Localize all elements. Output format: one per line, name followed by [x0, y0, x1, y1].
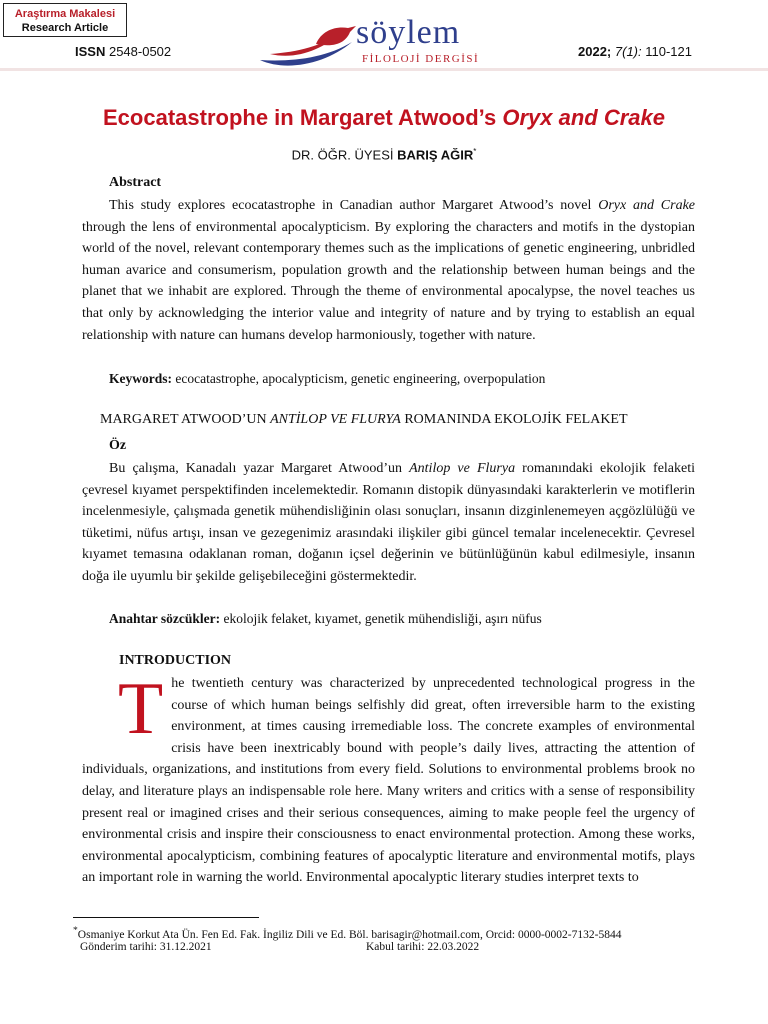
oz-text-2: romanındaki ekolojik felaketi çevresel kıyamet perspektifinden incelemektedir. Romanın distopik dünyasındaki karakterlerin ve motiflerin incelenmesiyle, çalışmada genetik mühendisliğinin olası sonuçları, insanın dizginlenemeyen açgözlülüğü ve tüketimi, nüfus artışı, insan ve gezegenimiz arasındaki ilişkiler gibi güncel temalar incelenecektir. Çevresel kıyamet temasına odaklanan roman, doğanın içsel değerinin ve bütünlüğünün kabul edilmesiyle, insanın doğa ile uyumlu bir şekilde gelişebileceğini göstermektedir. [82, 461, 695, 584]
author-footnote-mark: * [473, 147, 477, 156]
volume-issue: 7(1): [614, 44, 642, 59]
abstract-novel-title: Oryx and Crake [598, 198, 696, 213]
turkish-title [100, 412, 628, 428]
oz-text [82, 458, 695, 588]
turkish-title-novel: ANTİLOP VE FLURYA [270, 412, 401, 427]
bird-icon [256, 20, 366, 68]
turkish-keywords-list: ekolojik felaket, kıyamet, genetik mühendisliği, aşırı nüfus [223, 611, 542, 626]
submission-date: Gönderim tarihi: 31.12.2021 [80, 941, 212, 953]
turkish-title-b: ROMANINDA EKOLOJİK FELAKET [400, 412, 628, 427]
oz-text-1: Bu çalışma, Kanadalı yazar Margaret Atwood’un [109, 461, 410, 476]
keywords-label: Keywords: [109, 371, 172, 386]
oz-heading: Öz [109, 438, 127, 453]
introduction-heading: INTRODUCTION [119, 653, 232, 668]
author-line [0, 147, 768, 162]
abstract-heading: Abstract [109, 175, 162, 190]
header-divider [0, 68, 768, 71]
journal-subtitle: FİLOLOJİ DERGİSİ [362, 53, 480, 65]
introduction-text [82, 668, 695, 889]
issn [75, 44, 171, 59]
abstract-text [82, 195, 695, 346]
page-range: 110-121 [645, 44, 692, 59]
article-title [0, 105, 768, 131]
abstract-text-2: through the lens of environmental apocalypticism. By exploring the characters and motifs in the dystopian world of the novel, relevant contemporary themes such as the implications of genetic engineering, unbridled human avarice and consumerism, population growth and the relationship between human beings and the planet that we inhabit are explored. Through the theme of environmental apocalypse, the novel teaches us that only by acknowledging the interior value and integrity of nature and by trying to establish an equal relationship with nature can humans develop harmoniously, together with nature. [82, 219, 695, 343]
turkish-keywords-label: Anahtar sözcükler: [109, 611, 221, 626]
journal-name: söylem [356, 14, 461, 51]
title-main: Ecocatastrophe in Margaret Atwood’s [103, 105, 497, 130]
article-type-badge [3, 3, 127, 37]
introduction-body: he twentieth century was characterized by unprecedented technological progress in the course of which human beings selfishly did great, often irreversible harm to the existing environment, at times causing irremediable loss. The concrete examples of environmental crisis have been inextricably bound with people’s daily lives, attracting the attention of individuals, organizations, and institutions from every field. Solutions to environmental problems brook no delay, and literature plays an indispensable role here. Many writers and critics with a sense of responsibility present real or imagined crises and their serious consequences, aiming to make people feel the urgency of environmental crisis and inspire their consciousness to enact environmental protection. Among these works, environmental apocalypticism, combining features of apocalyptic literature and environmental motifs, plays an important role in warning the world. Environmental apocalyptic literary studies interpret texts to [82, 676, 695, 886]
article-type-turkish: Araştırma Makalesi [14, 8, 116, 20]
acceptance-date: Kabul tarihi: 22.03.2022 [366, 941, 480, 953]
oz-novel-title: Antilop ve Flurya [409, 461, 516, 476]
author-name: BARIŞ AĞIR [397, 147, 474, 163]
issn-value: 2548-0502 [108, 44, 172, 59]
footnote-mark: * [73, 925, 78, 936]
keywords [109, 371, 545, 387]
volume-info [578, 44, 692, 59]
title-novel: Oryx and Crake [502, 105, 665, 130]
issn-label: ISSN [75, 44, 106, 59]
footnote-affiliation [73, 925, 621, 941]
drop-cap: T [118, 668, 164, 750]
turkish-title-a: MARGARET ATWOOD’UN [100, 412, 271, 427]
footnote-affiliation-text: Osmaniye Korkut Ata Ün. Fen Ed. Fak. İngiliz Dili ve Ed. Böl. barisagir@hotmail.com, Orcid: 0000-0002-7132-5844 [77, 928, 622, 941]
author-title: DR. ÖĞR. ÜYESİ [291, 147, 394, 163]
turkish-keywords [109, 611, 542, 627]
footnote-divider [73, 917, 259, 918]
year: 2022; [578, 44, 612, 59]
keywords-list: ecocatastrophe, apocalypticism, genetic engineering, overpopulation [175, 371, 546, 386]
article-type-english: Research Article [21, 22, 109, 34]
abstract-text-1: This study explores ecocatastrophe in Canadian author Margaret Atwood’s novel [109, 198, 599, 213]
journal-logo [256, 14, 516, 68]
